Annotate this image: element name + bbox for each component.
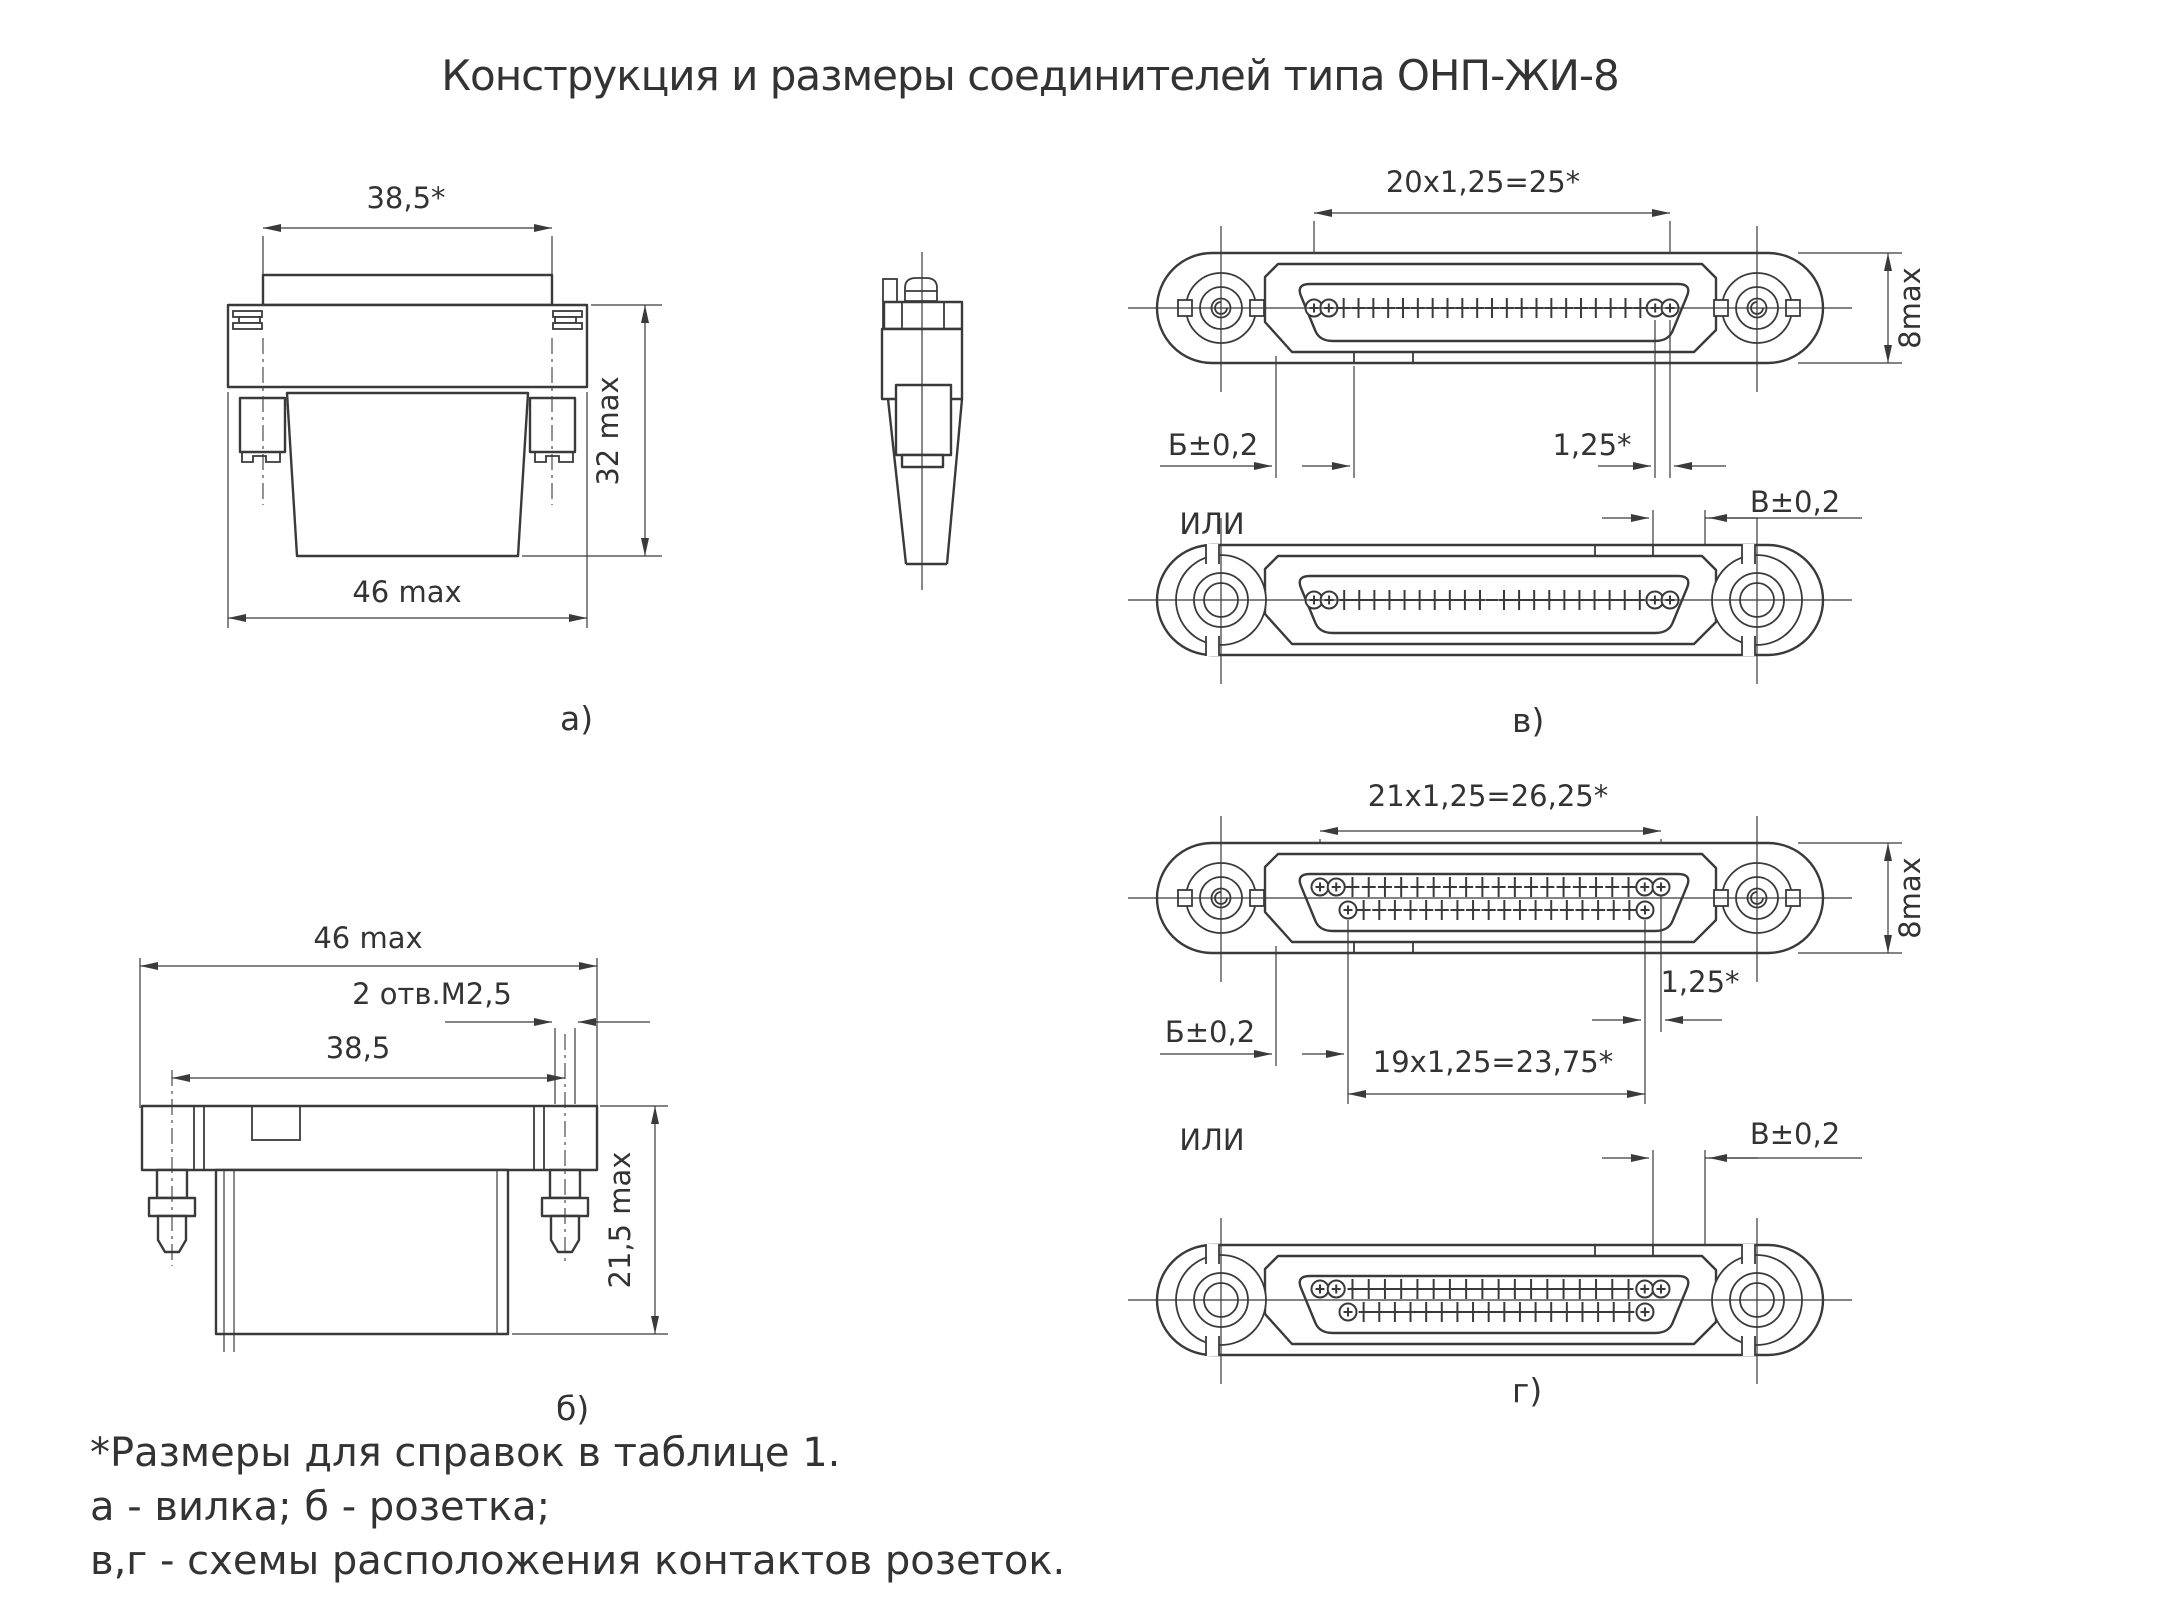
or-label-v: ИЛИ [1179,507,1245,541]
view-v-contacts-1 [1157,165,1927,478]
dim-20x1-25: 20x1,25=25* [1385,165,1581,199]
view-b-socket [140,921,668,1428]
dim-8max-v: 8max [1893,267,1927,349]
dim-8max-g: 8max [1893,857,1927,939]
dim-v-tol-g: В±0,2 [1749,1117,1841,1151]
dim-32-max: 32 max [591,376,625,486]
dim-19x1-25: 19x1,25=23,75* [1372,1045,1614,1079]
dim-38-5: 38,5* [366,181,446,215]
note-line-2: а - вилка; б - розетка; [90,1484,551,1530]
dim-v-tol-v: В±0,2 [1749,485,1841,519]
dim-46-max: 46 max [352,575,462,609]
note-line-3: в,г - схемы расположения контактов розеток. [90,1538,1066,1584]
dim-38-5-b: 38,5 [325,1031,391,1065]
socket-screw-left [149,1170,195,1252]
view-a-label: а) [560,699,594,738]
dim-b-tol-v: Б±0,2 [1167,428,1259,462]
page-title: Конструкция и размеры соединителей типа ОНП-ЖИ-8 [441,51,1619,100]
dim-21-5-max: 21,5 max [603,1151,637,1289]
dim-b-tol-g: Б±0,2 [1164,1015,1256,1049]
view-g-contacts-1 [1157,779,1927,1104]
dim-step-g: 1,25* [1660,965,1740,999]
view-g-label: г) [1512,1371,1543,1410]
view-b-label: б) [556,1389,590,1428]
dim-21x1-25: 21x1,25=26,25* [1367,779,1609,813]
dim-46-max-b: 46 max [313,921,423,955]
view-a-plug-side [882,252,962,590]
mounting-ears [1176,273,1802,1356]
note-line-1: *Размеры для справок в таблице 1. [90,1430,841,1476]
view-v-label: в) [1512,701,1545,740]
notes-block [90,1430,1065,1584]
or-label-g: ИЛИ [1179,1123,1245,1157]
dim-step-v: 1,25* [1552,428,1632,462]
view-a-plug-front [228,181,662,738]
dim-2-holes-m2-5: 2 отв.М2,5 [352,977,512,1011]
